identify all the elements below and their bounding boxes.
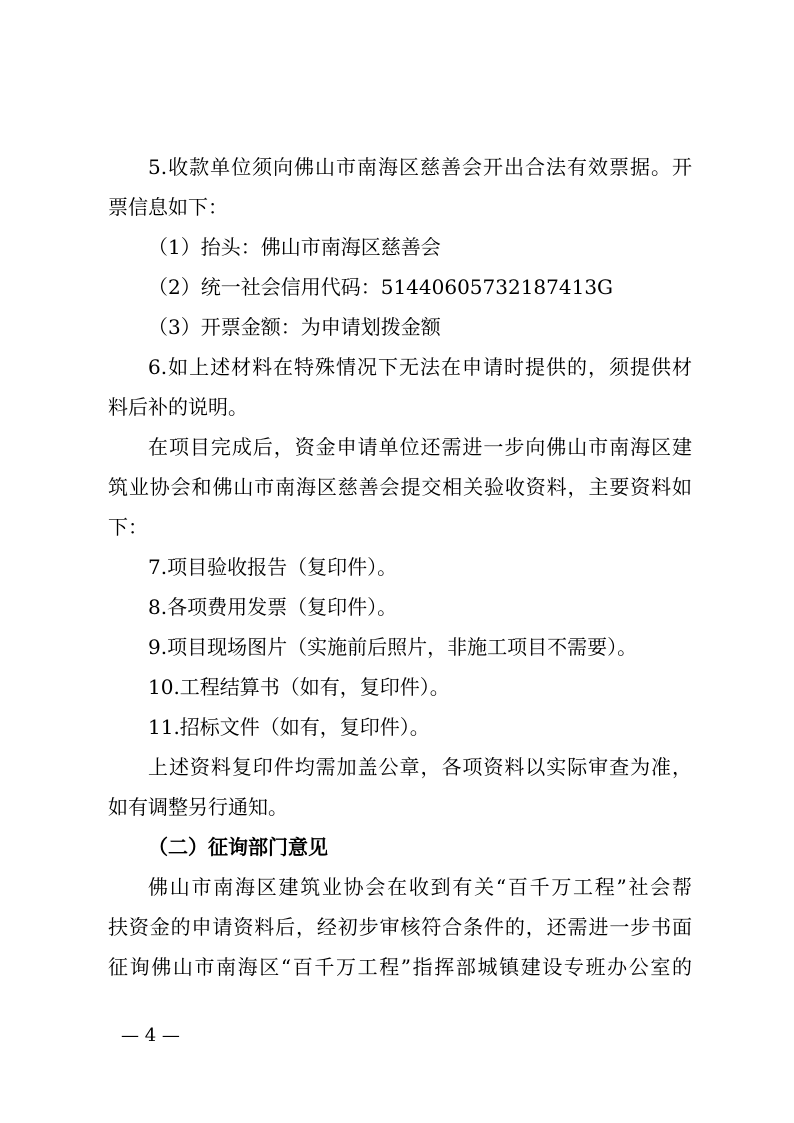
after-completion-line-3: 下： xyxy=(108,515,148,539)
after-completion-line-1: 在项目完成后，资金申请单位还需进一步向佛山市南海区建 xyxy=(148,435,692,459)
note-line-1: 上述资料复印件均需加盖公章，各项资料以实际审查为准， xyxy=(148,755,692,779)
after-completion-line-2: 筑业协会和佛山市南海区慈善会提交相关验收资料，主要资料如 xyxy=(108,475,692,499)
paragraph-5-line-1: 5.收款单位须向佛山市南海区慈善会开出合法有效票据。开 xyxy=(148,155,692,179)
section-heading: （二）征询部门意见 xyxy=(148,835,328,859)
list-item-11: 11.招标文件（如有，复印件）。 xyxy=(148,715,430,739)
list-item-10: 10.工程结算书（如有，复印件）。 xyxy=(148,675,450,699)
paragraph-5-line-2: 票信息如下： xyxy=(108,195,228,219)
note-line-2: 如有调整另行通知。 xyxy=(108,795,288,819)
paragraph-6-line-2: 料后补的说明。 xyxy=(108,395,248,419)
consult-line-3: 征询佛山市南海区“百千万工程”指挥部城镇建设专班办公室的 xyxy=(108,955,692,979)
list-item-9: 9.项目现场图片（实施前后照片，非施工项目不需要）。 xyxy=(148,635,638,659)
list-item-7: 7.项目验收报告（复印件）。 xyxy=(148,555,398,579)
credit-code-item: （2）统一社会信用代码：51440605732187413G xyxy=(148,275,614,299)
invoice-amount-item: （3）开票金额：为申请划拨金额 xyxy=(148,315,441,339)
paragraph-6-line-1: 6.如上述材料在特殊情况下无法在申请时提供的，须提供材 xyxy=(148,355,692,379)
invoice-header-item: （1）抬头：佛山市南海区慈善会 xyxy=(148,235,441,259)
consult-line-1: 佛山市南海区建筑业协会在收到有关“百千万工程”社会帮 xyxy=(148,875,692,899)
page-number: — 4 — xyxy=(121,1025,180,1046)
list-item-8: 8.各项费用发票（复印件）。 xyxy=(148,595,398,619)
consult-line-2: 扶资金的申请资料后，经初步审核符合条件的，还需进一步书面 xyxy=(108,915,692,939)
